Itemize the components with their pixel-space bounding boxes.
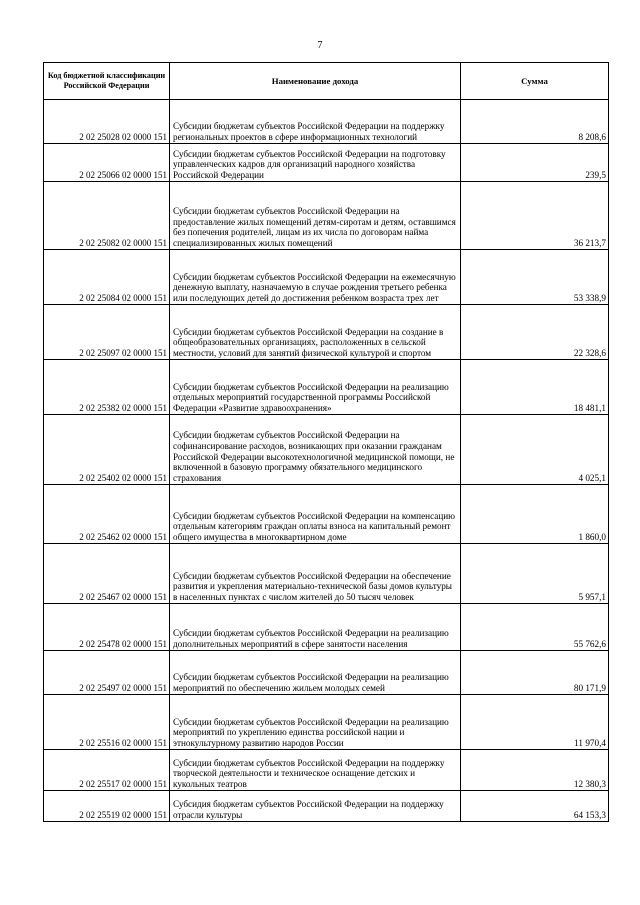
- row-name: Субсидии бюджетам субъектов Российской Федерации на реализацию дополнительных мероприятий в сфере занятости населения: [170, 604, 461, 651]
- row-code: 2 02 25462 02 0000 151: [44, 485, 170, 544]
- row-sum: 36 213,7: [461, 182, 609, 250]
- row-name: Субсидии бюджетам субъектов Российской Федерации на обеспечение развития и укрепления материально-технической базы домов культуры в населенных пунктах с числом жителей до 50 тысяч человек: [170, 544, 461, 604]
- row-code: 2 02 25519 02 0000 151: [44, 791, 170, 822]
- row-code: 2 02 25097 02 0000 151: [44, 305, 170, 360]
- row-name: Субсидии бюджетам субъектов Российской Федерации на поддержку творческой деятельности и техническое оснащение детских и кукольных театров: [170, 750, 461, 791]
- row-code: 2 02 25082 02 0000 151: [44, 182, 170, 250]
- table-row: [44, 144, 609, 182]
- table-row: [44, 250, 609, 305]
- row-sum: 12 380,3: [461, 750, 609, 791]
- row-sum: 18 481,1: [461, 360, 609, 415]
- table-row: [44, 695, 609, 750]
- row-code: 2 02 25467 02 0000 151: [44, 544, 170, 604]
- row-sum: 22 328,6: [461, 305, 609, 360]
- table-row: [44, 604, 609, 651]
- row-code: 2 02 25478 02 0000 151: [44, 604, 170, 651]
- row-name: Субсидии бюджетам субъектов Российской Федерации на ежемесячную денежную выплату, назначаемую в случае рождения третьего ребенка или последующих детей до достижения ребенком возраста трех лет: [170, 250, 461, 305]
- row-name: Субсидии бюджетам субъектов Российской Федерации на подготовку управленческих кадров для организаций народного хозяйства Российской Федерации: [170, 144, 461, 182]
- table-row: [44, 360, 609, 415]
- table-row: [44, 100, 609, 144]
- row-sum: 53 338,9: [461, 250, 609, 305]
- table-row: [44, 485, 609, 544]
- page-number: 7: [317, 40, 323, 51]
- revenue-table: [43, 62, 609, 822]
- row-sum: 239,5: [461, 144, 609, 182]
- header-sum: Сумма: [461, 63, 609, 100]
- header-name: Наименование дохода: [170, 63, 461, 100]
- row-sum: 80 171,9: [461, 651, 609, 695]
- row-code: 2 02 25517 02 0000 151: [44, 750, 170, 791]
- row-name: Субсидии бюджетам субъектов Российской Федерации на предоставление жилых помещений детям-сиротам и детям, оставшимся без попечения родителей, лицам из их числа по договорам найма специализированных жилых помещений: [170, 182, 461, 250]
- row-name: Субсидии бюджетам субъектов Российской Федерации на реализацию мероприятий по обеспечению жильем молодых семей: [170, 651, 461, 695]
- row-sum: 64 153,3: [461, 791, 609, 822]
- row-code: 2 02 25516 02 0000 151: [44, 695, 170, 750]
- row-sum: 4 025,1: [461, 415, 609, 485]
- table-row: [44, 182, 609, 250]
- row-code: 2 02 25402 02 0000 151: [44, 415, 170, 485]
- row-sum: 5 957,1: [461, 544, 609, 604]
- table-row: [44, 651, 609, 695]
- table-row: [44, 544, 609, 604]
- row-code: 2 02 25028 02 0000 151: [44, 100, 170, 144]
- row-name: Субсидии бюджетам субъектов Российской Федерации на компенсацию отдельным категориям граждан оплаты взноса на капитальный ремонт общего имущества в многоквартирном доме: [170, 485, 461, 544]
- row-code: 2 02 25084 02 0000 151: [44, 250, 170, 305]
- table-row: [44, 750, 609, 791]
- row-sum: 11 970,4: [461, 695, 609, 750]
- row-sum: 55 762,6: [461, 604, 609, 651]
- row-name: Субсидии бюджетам субъектов Российской Федерации на поддержку региональных проектов в сфере информационных технологий: [170, 100, 461, 144]
- table-header-row: [44, 63, 609, 100]
- table-row: [44, 305, 609, 360]
- row-code: 2 02 25497 02 0000 151: [44, 651, 170, 695]
- row-name: Субсидии бюджетам субъектов Российской Федерации на реализацию отдельных мероприятий государственной программы Российской Федерации «Развитие здравоохранения»: [170, 360, 461, 415]
- header-code: Код бюджетной классификации Российской Федерации: [44, 63, 170, 100]
- row-name: Субсидии бюджетам субъектов Российской Федерации на создание в общеобразовательных организациях, расположенных в сельской местности, условий для занятий физической культурой и спортом: [170, 305, 461, 360]
- row-sum: 1 860,0: [461, 485, 609, 544]
- row-name: Субсидии бюджетам субъектов Российской Федерации на софинансирование расходов, возникающих при оказании гражданам Российской Федерации высокотехнологичной медицинской помощи, не включенной в базовую программу обязательного медицинского страхования: [170, 415, 461, 485]
- row-code: 2 02 25382 02 0000 151: [44, 360, 170, 415]
- row-code: 2 02 25066 02 0000 151: [44, 144, 170, 182]
- table-row: [44, 415, 609, 485]
- row-name: Субсидия бюджетам субъектов Российской Федерации на поддержку отрасли культуры: [170, 791, 461, 822]
- table-row: [44, 791, 609, 822]
- row-sum: 8 208,6: [461, 100, 609, 144]
- row-name: Субсидии бюджетам субъектов Российской Федерации на реализацию мероприятий по укреплению единства российской нации и этнокультурному развитию народов России: [170, 695, 461, 750]
